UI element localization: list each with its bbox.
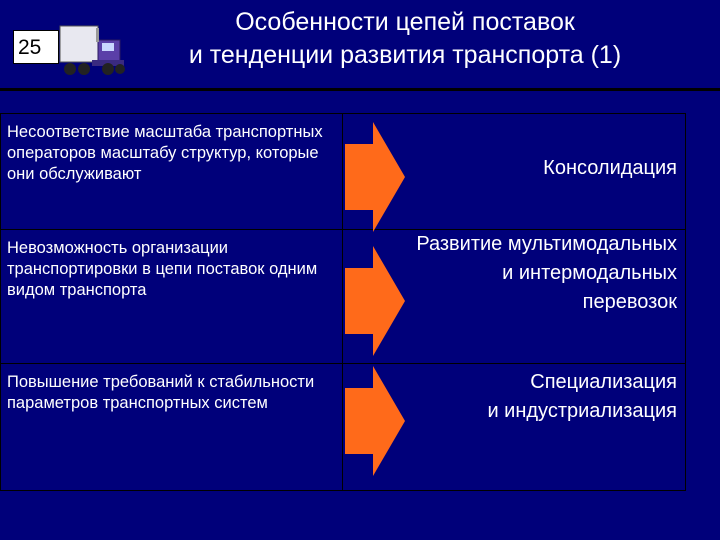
trend-cell (343, 364, 685, 490)
slide-title (120, 6, 690, 72)
arrow-right-icon (345, 246, 405, 356)
trend-text: Развитие мультимодальных и интермодальных перевозок (416, 233, 677, 313)
problem-cell: Несоответствие масштаба транспортных операторов масштабу структур, которые они обслуживают (1, 114, 343, 229)
title-line-2: и тенденции развития транспорта (1) (188, 41, 622, 69)
comparison-table (0, 113, 686, 491)
arrow-right-icon (345, 122, 405, 232)
title-divider (0, 88, 720, 91)
table-row (1, 230, 685, 364)
trend-cell (343, 114, 685, 229)
arrow-right-icon (345, 366, 405, 476)
trend-cell (343, 230, 685, 363)
trend-text: Консолидация (543, 157, 677, 179)
problem-cell: Повышение требований к стабильности параметров транспортных систем (1, 364, 343, 490)
problem-cell: Невозможность организации транспортировки в цепи поставок одним видом транспорта (1, 230, 343, 363)
trend-text: Специализация и индустриализация (487, 371, 677, 422)
table-row (1, 114, 685, 230)
slide-number: 25 (13, 30, 59, 64)
title-line-1: Особенности цепей поставок (235, 8, 575, 36)
table-row (1, 364, 685, 490)
truck-icon (58, 20, 128, 80)
